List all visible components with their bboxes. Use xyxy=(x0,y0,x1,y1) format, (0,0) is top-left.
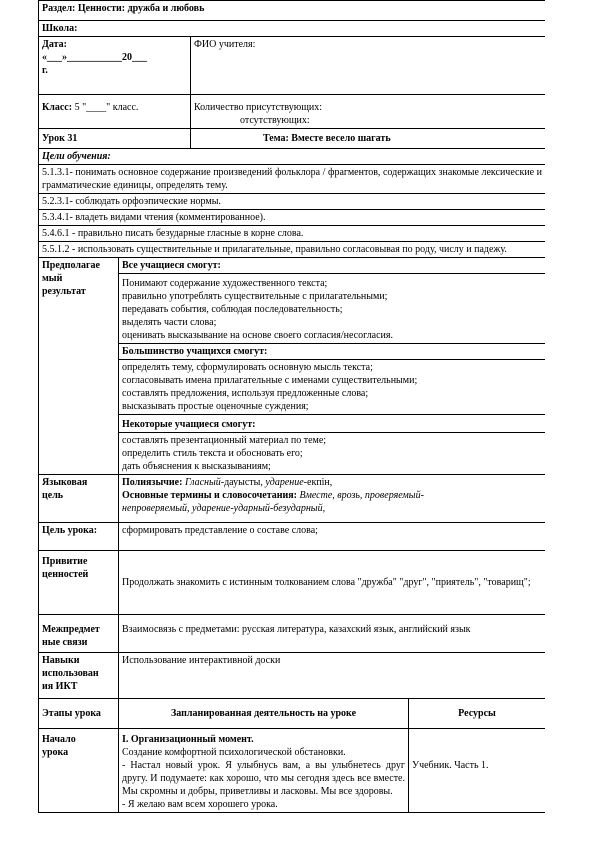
activity-header: Запланированная деятельность на уроке xyxy=(119,699,409,729)
label-line: использован xyxy=(42,668,99,679)
list-item: передавать события, соблюдая последовательность; xyxy=(122,304,343,315)
some-students-list xyxy=(119,433,546,475)
term-translation: -екпін, xyxy=(303,477,333,488)
lesson-plan-page xyxy=(38,0,545,842)
label-line: урока xyxy=(42,747,69,758)
term-translation: -дауысты, xyxy=(220,477,263,488)
goal-item: 5.5.1.2 - использовать существительные и прилагательные, правильно согласовывая по роду, числу и падежу. xyxy=(39,242,546,258)
ict-text: Использование интерактивной доски xyxy=(119,653,546,699)
lesson-topic: Тема: Вместе весело шагать xyxy=(191,129,546,149)
lesson-number: Урок 31 xyxy=(39,129,191,149)
list-item: Понимают содержание художественного текста; xyxy=(122,278,328,289)
goal-item: 5.2.3.1- соблюдать орфоэпические нормы. xyxy=(39,194,546,210)
polylingual-line xyxy=(122,476,542,489)
lesson-goal-text: сформировать представление о составе слова; xyxy=(119,523,546,551)
activity-line: Создание комфортной психологической обстановки. xyxy=(122,747,346,758)
values-text: Продолжать знакомить с истинным толкованием слова "дружба" "друг", "приятель", "товарищ"; xyxy=(119,551,546,615)
class-value: 5 "____" класс. xyxy=(74,102,139,113)
list-item: определить стиль текста и обосновать его; xyxy=(122,448,303,459)
list-item: дать объяснения к высказываниям; xyxy=(122,461,271,472)
terms-label: Основные термины и словосочетания: xyxy=(122,490,297,501)
language-goal-label xyxy=(39,475,119,523)
stages-header: Этапы урока xyxy=(39,699,119,729)
list-item: оценивать высказывание на основе своего согласия/несогласия. xyxy=(122,330,394,341)
list-item: правильно употреблять существительные с прилагательными; xyxy=(122,291,388,302)
terms-text: Вместе, врозь, проверяемый- xyxy=(299,490,424,501)
resource-text: Учебник. Часть 1. xyxy=(412,760,489,771)
term: Гласный xyxy=(184,477,221,488)
attendance-cell xyxy=(191,95,546,129)
stage-start-resource xyxy=(409,729,546,813)
result-label-line: мый xyxy=(42,273,63,284)
language-goal-content xyxy=(119,475,546,523)
label-line: Начало xyxy=(42,734,76,745)
list-item: определять тему, сформулировать основную мысль текста; xyxy=(122,362,373,373)
result-label-line: Предполагае xyxy=(42,260,100,271)
class-cell xyxy=(39,95,191,129)
class-label: Класс: xyxy=(42,102,73,113)
most-students-title: Большинство учащихся смогут: xyxy=(119,344,546,360)
stage-start-activity xyxy=(119,729,409,813)
present-label: Количество присутствующих: xyxy=(194,102,323,113)
goal-item: 5.3.4.1- владеть видами чтения (комментированное). xyxy=(39,210,546,226)
goal-item: 5.4.6.1 - правильно писать безударные гласные в корне слова. xyxy=(39,226,546,242)
absent-label: отсутствующих: xyxy=(240,115,310,126)
goal-item: 5.1.3.1- понимать основное содержание произведений фольклора / фрагментов, содержащих знакомые лексические и грамматические единицы, определять тему. xyxy=(39,165,546,194)
values-label xyxy=(39,551,119,615)
terms-line xyxy=(122,489,542,502)
label-line: ценностей xyxy=(42,569,89,580)
activity-title: I. Организационный момент. xyxy=(122,734,254,745)
terms-line-2: непроверяемый, ударение-ударный-безударный, xyxy=(122,503,326,514)
list-item: составлять предложения, используя предложенные слова; xyxy=(122,388,369,399)
goals-title: Цели обучения: xyxy=(39,149,546,165)
all-students-list xyxy=(119,274,546,344)
stage-start-label xyxy=(39,729,119,813)
date-suffix: г. xyxy=(42,65,48,76)
date-label: Дата: xyxy=(42,39,67,50)
ict-label xyxy=(39,653,119,699)
date-value: «___»___________20___ xyxy=(42,52,147,63)
school-label: Школа: xyxy=(39,21,546,37)
label-line: ия ИКТ xyxy=(42,681,78,692)
section-title: Раздел: Ценности: дружба и любовь xyxy=(39,1,546,21)
label-line: цель xyxy=(42,490,64,501)
polylingual-label: Полиязычие: xyxy=(122,477,183,488)
all-students-title: Все учащиеся смогут: xyxy=(119,258,546,274)
lesson-goal-label: Цель урока: xyxy=(39,523,119,551)
interdisciplinary-label xyxy=(39,615,119,653)
list-item: составлять презентационный материал по теме; xyxy=(122,435,327,446)
most-students-list xyxy=(119,360,546,415)
label-line: Межпредмет xyxy=(42,624,100,635)
teacher-cell: ФИО учителя: xyxy=(191,37,546,95)
label-line: Привитие xyxy=(42,556,88,567)
date-cell xyxy=(39,37,191,95)
list-item: выделять части слова; xyxy=(122,317,217,328)
resources-header: Ресурсы xyxy=(409,699,546,729)
lesson-plan-table xyxy=(38,0,545,813)
label-line: Языковая xyxy=(42,477,88,488)
activity-line: - Настал новый урок. Я улыбнусь вам, а вы улыбнетесь друг другу. И подумаете: как хорошо, что мы сегодня здесь все вместе. Мы скромны и добры, приветливы и ласковы. Мы все здоровы. xyxy=(122,760,405,797)
list-item: высказывать простые оценочные суждения; xyxy=(122,401,309,412)
label-line: Навыки xyxy=(42,655,80,666)
label-line: ные связи xyxy=(42,637,88,648)
result-label xyxy=(39,258,119,475)
list-item: согласовывать имена прилагательные с именами существительными; xyxy=(122,375,418,386)
some-students-title: Некоторые учащиеся смогут: xyxy=(119,415,546,433)
interdisciplinary-text: Взаимосвязь с предметами: русская литература, казахский язык, английский язык xyxy=(119,615,546,653)
term: ударение xyxy=(265,477,304,488)
result-label-line: результат xyxy=(42,286,86,297)
activity-line: - Я желаю вам всем хорошего урока. xyxy=(122,799,278,810)
